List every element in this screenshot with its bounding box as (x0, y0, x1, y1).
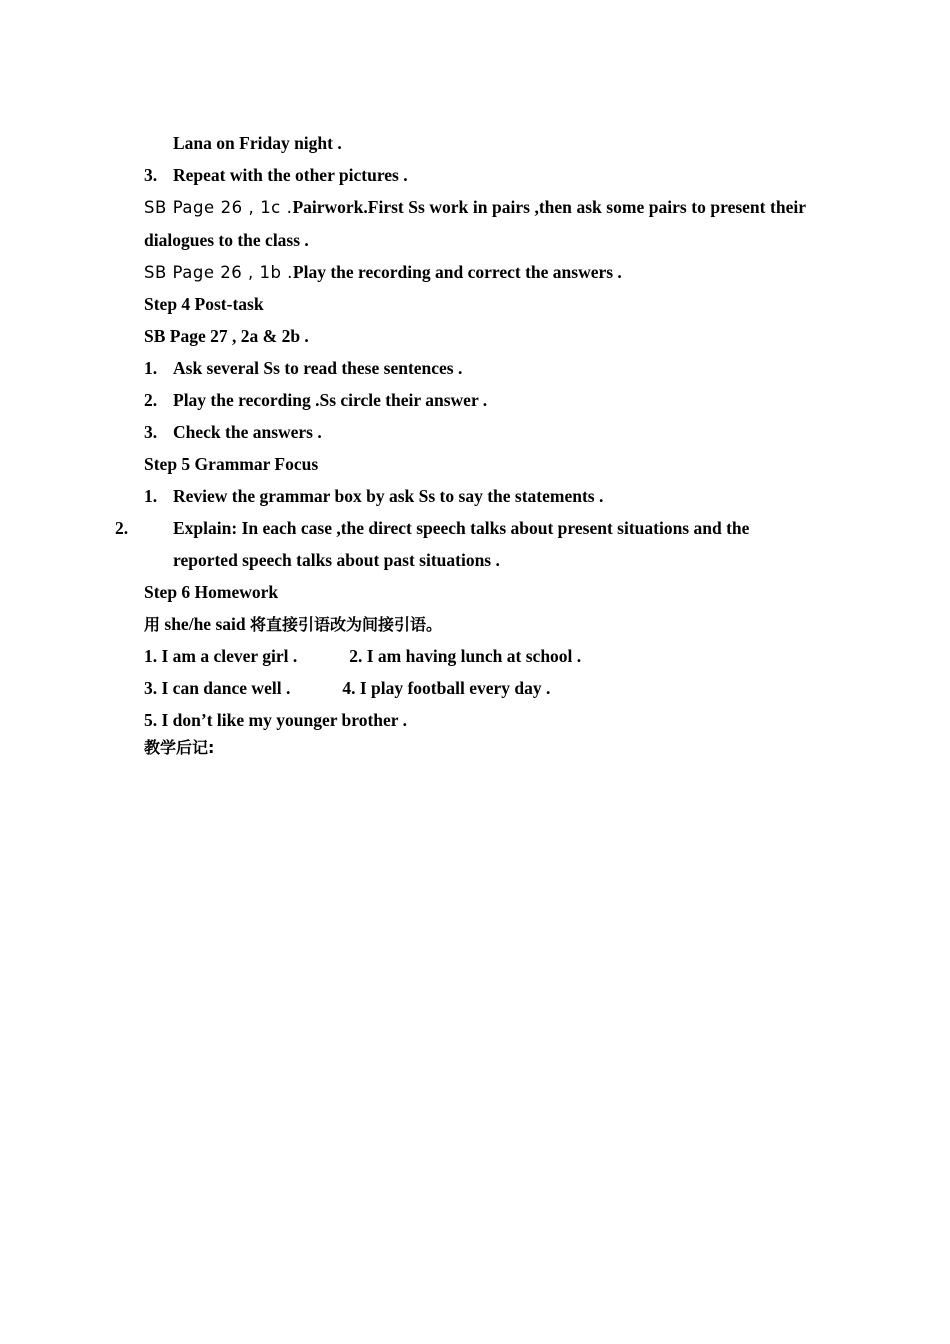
step4-subheading: SB Page 27 , 2a & 2b . (144, 326, 309, 346)
item-text: Explain: In each case ,the direct speech talks about present situations and the reported speech talks about past situations . (173, 518, 750, 570)
item-text: Check the answers . (173, 422, 322, 442)
paragraph-text: Play the recording and correct the answers . (292, 262, 622, 282)
homework-row-1 (144, 640, 806, 672)
homework-instruction (144, 608, 806, 640)
homework-sentence: 2. I am having lunch at school . (349, 646, 582, 666)
sb-reference: SB Page 26 , 1b . (144, 263, 293, 282)
teaching-notes-label: 教学后记: (144, 738, 215, 757)
step5-heading: Step 5 Grammar Focus (144, 454, 319, 474)
sb-reference: SB Page 26 , 1c . (144, 198, 293, 217)
item-number: 3. (144, 422, 158, 442)
instruction-cjk-suffix: 将直接引语改为间接引语。 (249, 615, 442, 634)
document-page (115, 127, 806, 760)
item-text: Repeat with the other pictures . (173, 165, 408, 185)
step5-item-1 (144, 480, 806, 512)
step4-item-3 (144, 416, 806, 448)
continuation-line: Lana on Friday night . (173, 133, 342, 153)
sb-1c-paragraph (144, 191, 806, 256)
item-number: 2. (115, 518, 129, 538)
step4-item-2 (144, 384, 806, 416)
homework-row-2 (144, 672, 806, 704)
paragraph-text: Pairwork.First Ss work in pairs ,then ask some pairs to present their dialogues to the class . (144, 197, 806, 250)
item-text: Review the grammar box by ask Ss to say the statements . (173, 486, 604, 506)
item-number: 1. (144, 486, 158, 506)
homework-sentence: 1. I am a clever girl . (144, 646, 298, 666)
step6-heading: Step 6 Homework (144, 582, 279, 602)
item-number: 2. (144, 390, 158, 410)
item-number: 3. (144, 165, 158, 185)
sb-1b-paragraph (144, 256, 806, 288)
item-number: 1. (144, 358, 158, 378)
step3-item-3 (144, 159, 806, 191)
homework-sentence: 3. I can dance well . (144, 678, 291, 698)
instruction-english: she/he said (160, 614, 250, 634)
step4-item-1 (144, 352, 806, 384)
homework-sentence: 5. I don’t like my younger brother . (144, 710, 408, 730)
homework-sentence: 4. I play football every day . (342, 678, 551, 698)
homework-row-3 (144, 704, 806, 736)
item-text: Play the recording .Ss circle their answer . (173, 390, 488, 410)
instruction-cjk-prefix: 用 (144, 615, 161, 634)
item-text: Ask several Ss to read these sentences . (173, 358, 463, 378)
step4-heading: Step 4 Post-task (144, 294, 264, 314)
step5-item-2 (115, 512, 806, 576)
